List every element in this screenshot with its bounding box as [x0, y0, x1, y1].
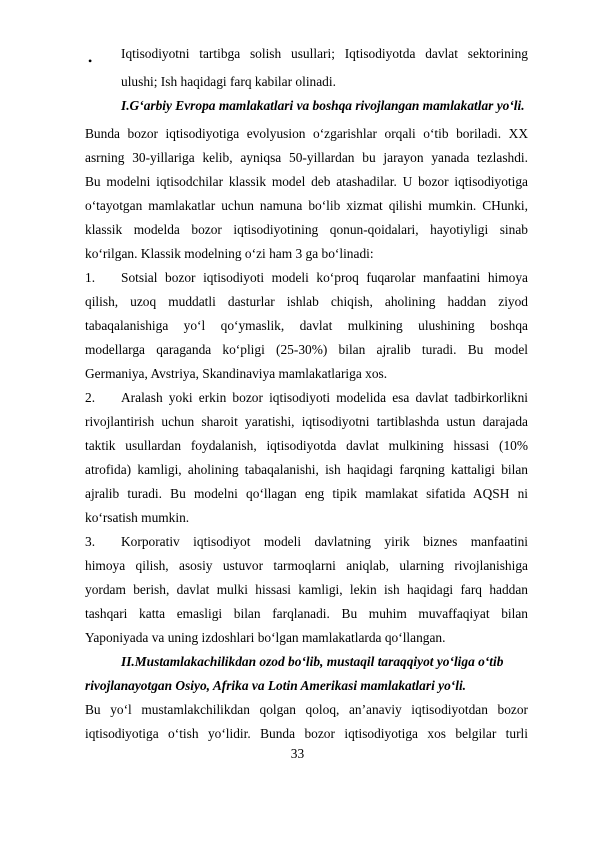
section-heading-2-cont: rivojlanayotgan Osiyo, Afrika va Lotin Amerikasi mamlakatlari yo‘li.: [85, 678, 467, 693]
section-heading-2: II.Mustamlakachilikdan ozod bo‘lib, mustaqil taraqqiyot yo‘liga o‘tib: [121, 654, 504, 669]
list-number: 2.: [85, 390, 96, 405]
list-item-line: Sotsial bozor iqtisodiyoti modeli ko‘proq fuqarolar manfaatini himoya: [121, 270, 528, 285]
paragraph-line: klassik modelda bozor iqtisodiyotining qonun-qoidalari, hayotiyligi sinab: [85, 222, 528, 237]
list-item-line: Aralash yoki erkin bozor iqtisodiyoti modelida esa davlat tadbirkorlikni: [121, 390, 528, 405]
list-number: 1.: [85, 270, 96, 285]
paragraph-line: Bu modelni iqtisodchilar klassik model deb atashadilar. U bozor iqtisodiyotiga: [85, 174, 528, 189]
paragraph-line: o‘tayotgan mamlakatlar uchun namuna bo‘lib xizmat qilishi mumkin. CHunki,: [85, 198, 528, 213]
list-item-line: tashqari katta emasligi bilan farqlanadi. Bu muhim muvaffaqiyat bilan: [85, 606, 528, 621]
bullet-line-1: Iqtisodiyotni tartibga solish usullari; Iqtisodiyotda davlat sektorining: [121, 46, 528, 61]
list-item-line: ko‘rsatish mumkin.: [85, 510, 190, 525]
bullet-line-2: ulushi; Ish haqidagi farq kabilar olinadi.: [121, 74, 336, 89]
paragraph-line: asrning 30-yillariga kelib, ayniqsa 50-yillardan bu jarayon yanada tezlashdi.: [85, 150, 528, 165]
list-item-line: modellarga qaraganda ko‘pligi (25-30%) bilan ajralib turadi. Bu model: [85, 342, 528, 357]
paragraph-line: Bunda bozor iqtisodiyotiga evolyusion o‘zgarishlar orqali o‘tib boriladi. XX: [85, 126, 528, 141]
paragraph-line: Bu yo‘l mustamlakchilikdan qolgan qoloq, an’anaviy iqtisodiyotdan bozor: [85, 702, 528, 717]
list-item-line: tabaqalanishiga yo‘l qo‘ymaslik, davlat mulkining ulushining boshqa: [85, 318, 528, 333]
section-heading-1: I.G‘arbiy Evropa mamlakatlari va boshqa rivojlangan mamlakatlar yo‘li.: [121, 98, 525, 113]
paragraph-line: iqtisodiyotiga o‘tish yo‘lidir. Bunda bozor iqtisodiyotiga xos belgilar turli: [85, 726, 528, 741]
list-item-line: qilish, uzoq muddatli dasturlar ishlab chiqish, aholining haddan ziyod: [85, 294, 528, 309]
list-item-line: atrofida) kamligi, aholining tabaqalanishi, ish haqidagi farqning kattaligi bilan: [85, 462, 528, 477]
list-item-line: taktik usullardan foydalanish, iqtisodiyotda davlat mulkining hissasi (10%: [85, 438, 528, 453]
list-item-line: himoya qilish, asosiy ustuvor tarmoqlarni aniqlab, ularning rivojlanishiga: [85, 558, 528, 573]
list-item-line: Korporativ iqtisodiyot modeli davlatning yirik biznes manfaatini: [121, 534, 528, 549]
paragraph-line: ko‘rilgan. Klassik modelning o‘zi ham 3 ga bo‘linadi:: [85, 246, 374, 261]
list-item-line: Germaniya, Avstriya, Skandinaviya mamlakatlariga xos.: [85, 366, 388, 381]
list-item-line: yordam berish, davlat mulki hissasi kamligi, lekin ish haqidagi farq haddan: [85, 582, 528, 597]
list-item-line: Yaponiyada va uning izdoshlari bo‘lgan mamlakatlarda qo‘llangan.: [85, 630, 446, 645]
list-item-line: rivojlantirish uchun sharoit yaratishi, iqtisodiyotni tartiblashda ustun darajada: [85, 414, 528, 429]
list-number: 3.: [85, 534, 96, 549]
list-item-line: ajralib turadi. Bu modelni qo‘llagan eng tipik mamlakat sifatida AQSH ni: [85, 486, 528, 501]
page-number: 33: [290, 746, 305, 761]
bullet-icon: •: [88, 54, 93, 68]
